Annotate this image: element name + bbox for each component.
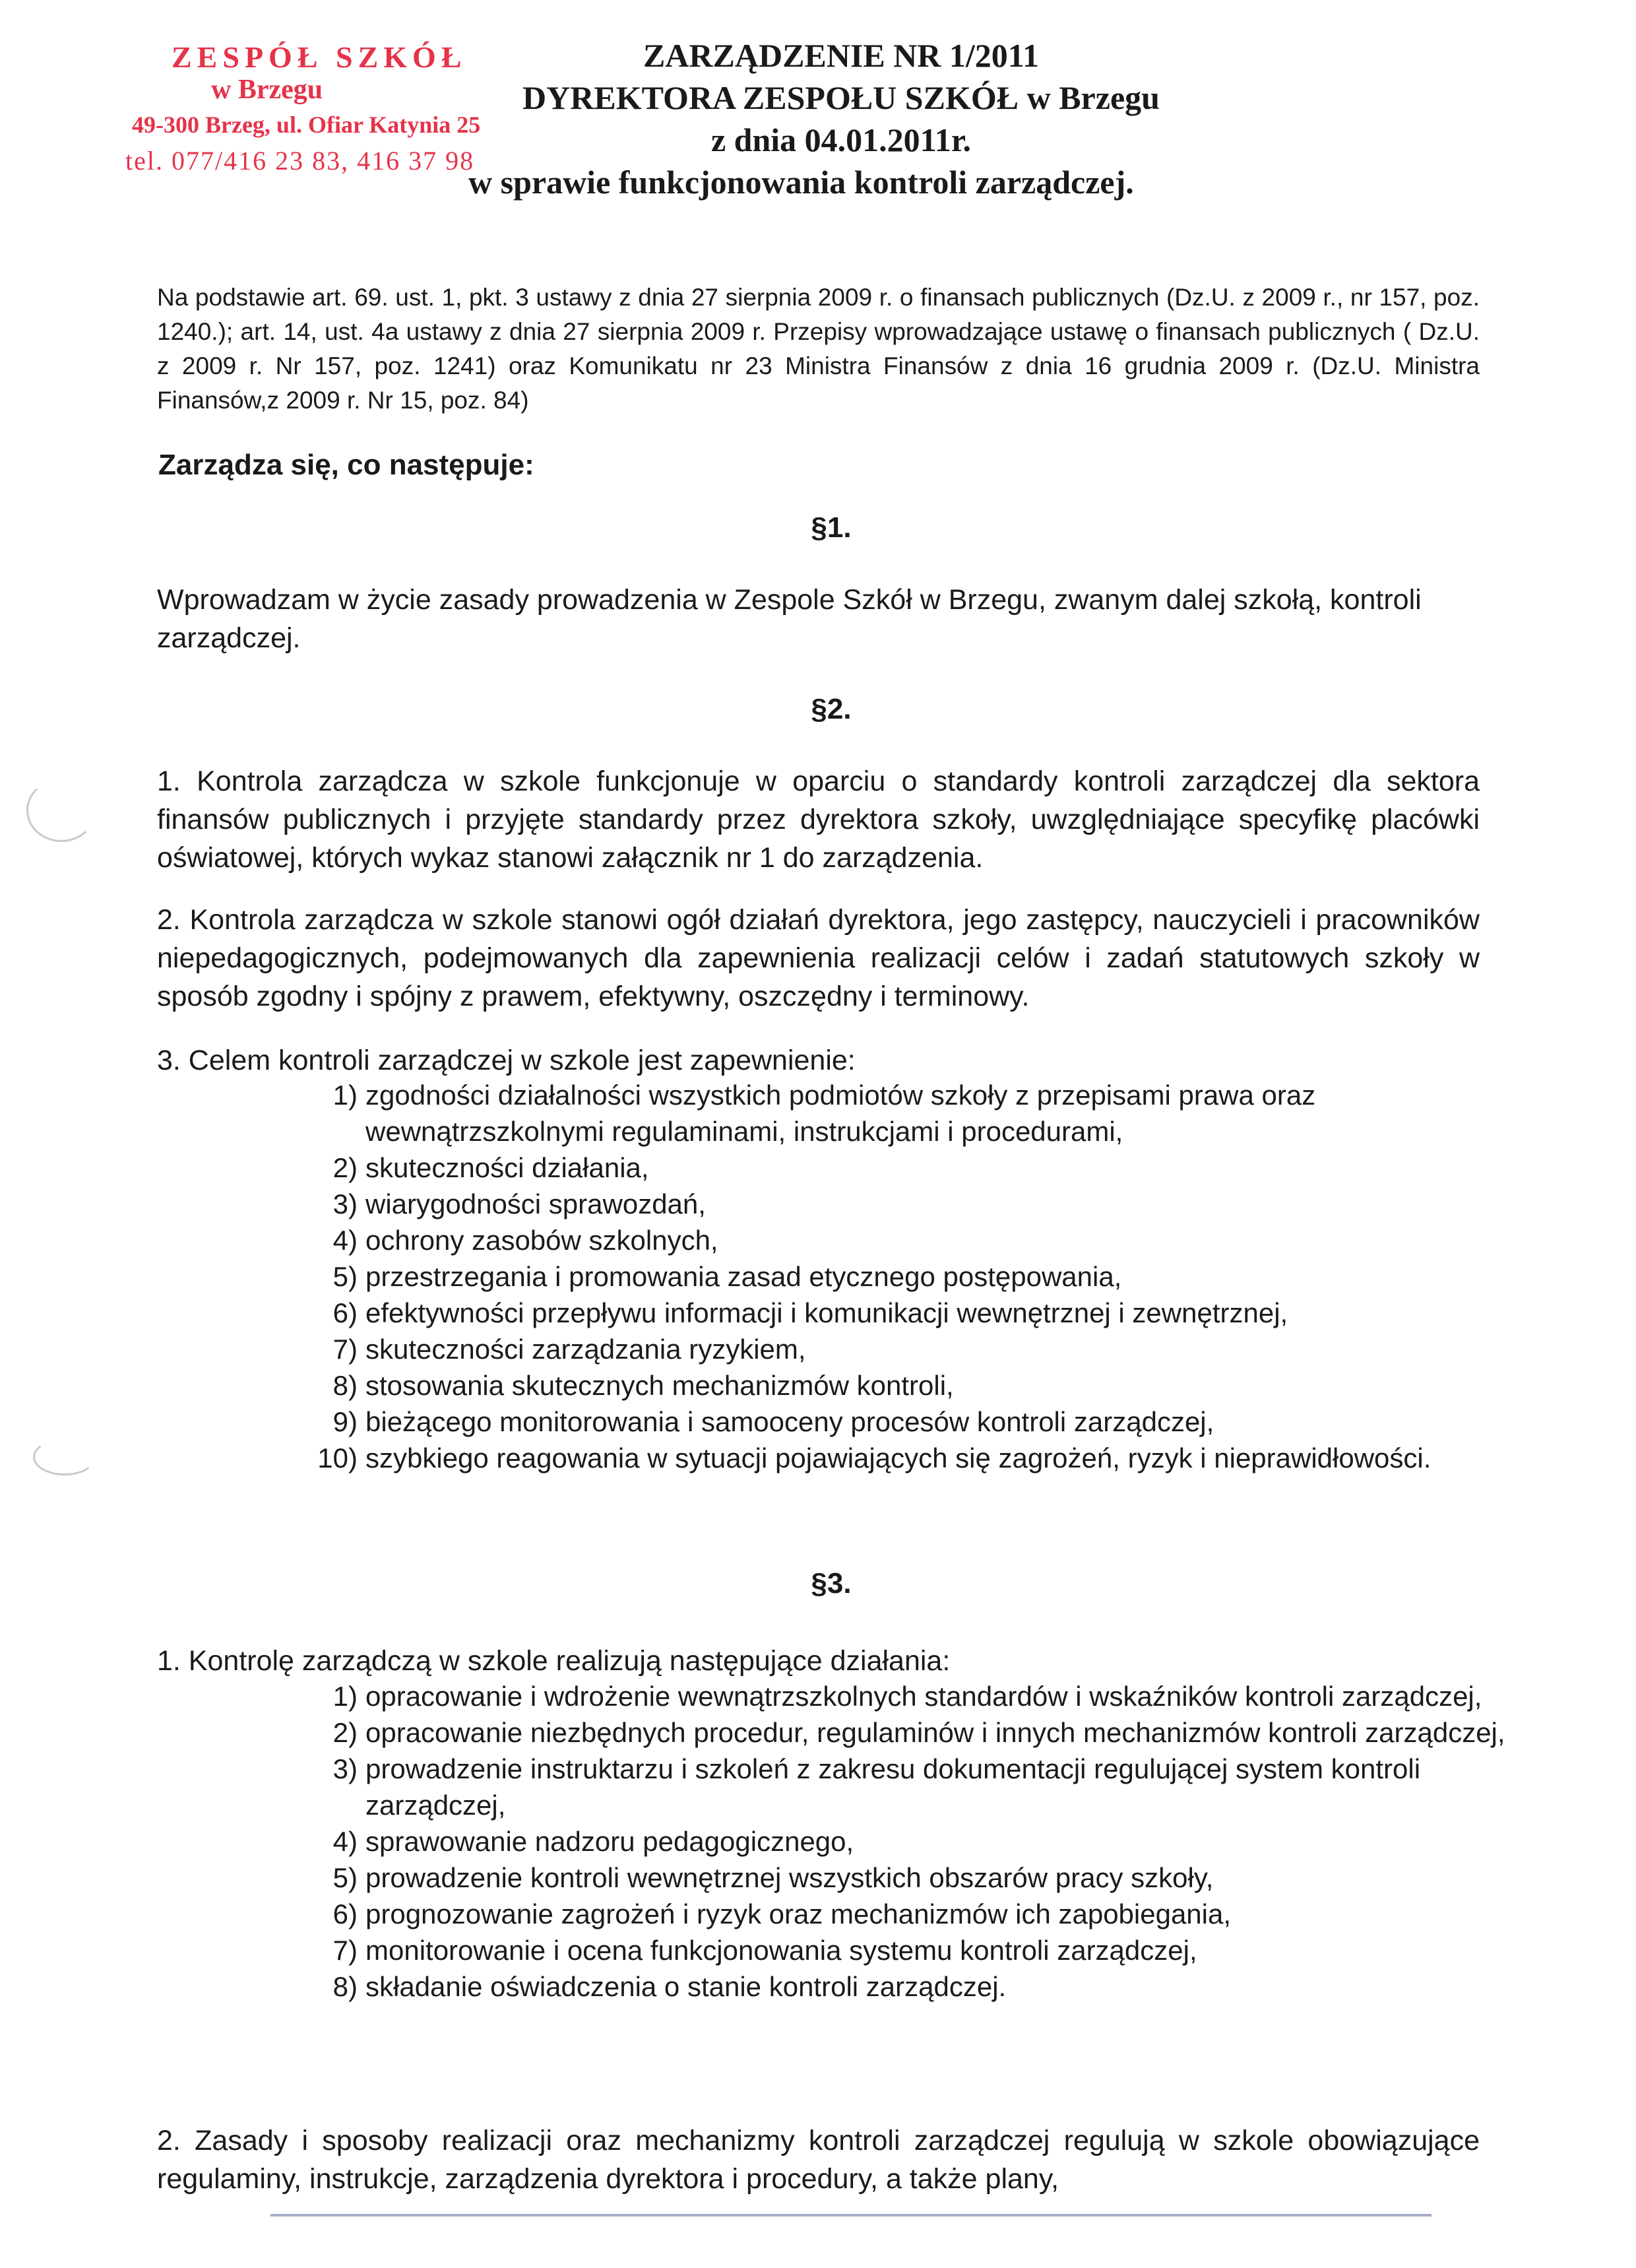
preamble: Na podstawie art. 69. ust. 1, pkt. 3 ustawy z dnia 27 sierpnia 2009 r. o finansach publicznych (Dz.U. z 2009 r., nr 157, poz. 1240.); art. 14, ust. 4a ustawy z dnia 27 sierpnia 2009 r. Przepisy wprowadzające ustawę o finansach publicznych ( Dz.U. z 2009 r. Nr 157, poz. 1241) oraz Komunikatu nr 23 Ministra Finansów z dnia 16 grudnia 2009 r. (Dz.U. Ministra Finansów,z 2009 r. Nr 15, poz. 84): [157, 284, 1480, 414]
list-item: 5) przestrzegania i promowania zasad etycznego postępowania,: [332, 1261, 1122, 1292]
section-3-action-list: [310, 1678, 1511, 2005]
list-item: 2) opracowanie niezbędnych procedur, regulaminów i innych mechanizmów kontroli zarządczej,: [332, 1717, 1505, 1748]
list-item: 6) efektywności przepływu informacji i komunikacji wewnętrznej i zewnętrznej,: [332, 1297, 1288, 1328]
section-2-paragraph-1: 1. Kontrola zarządcza w szkole funkcjonuje w oparciu o standardy kontroli zarządczej dla sektora finansów publicznych i przyjęte standardy przez dyrektora szkoły, uwzględniające specyfikę placówki oświatowej, których wykaz stanowi załącznik nr 1 do zarządzenia.: [157, 765, 1480, 874]
stamp-phone: tel. 077/416 23 83, 416 37 98: [125, 146, 475, 176]
stamp-city: w Brzegu: [211, 75, 323, 105]
section-2-paragraph-3: 3. Celem kontroli zarządczej w szkole jest zapewnienie:: [157, 1045, 856, 1076]
list-item: 3) prowadzenie instruktarzu i szkoleń z zakresu dokumentacji regulującej system kontroli zarządczej,: [332, 1753, 1421, 1821]
decree-date: z dnia 04.01.2011r.: [710, 121, 972, 158]
list-item: 8) składanie oświadczenia o stanie kontroli zarządczej.: [332, 1971, 1007, 2002]
section-2-paragraph-2: 2. Kontrola zarządcza w szkole stanowi ogół działań dyrektora, jego zastępcy, nauczycieli i pracowników niepedagogicznych, podejmowanych dla zapewnienia realizacji celów i zadań statutowych szkoły w sposób zgodny i spójny z prawem, efektywny, oszczędny i terminowy.: [157, 904, 1480, 1012]
decree-issuer: DYREKTORA ZESPOŁU SZKÓŁ w Brzegu: [522, 79, 1160, 116]
list-item: 6) prognozowanie zagrożeń i ryzyk oraz mechanizmów ich zapobiegania,: [332, 1898, 1232, 1929]
decree-subject: w sprawie funkcjonowania kontroli zarządczej.: [468, 164, 1134, 201]
section-3-paragraph-2: 2. Zasady i sposoby realizacji oraz mechanizmy kontroli zarządczej regulują w szkole obowiązujące regulaminy, instrukcje, zarządzenia dyrektora i procedury, a także plany,: [157, 2125, 1480, 2195]
section-3-paragraph-1: 1. Kontrolę zarządczą w szkole realizują następujące działania:: [157, 1645, 951, 1677]
punch-hole-mark: [26, 779, 96, 842]
punch-hole-mark: [33, 1439, 96, 1475]
document-header: [462, 34, 1220, 203]
section-2-heading: §2.: [811, 693, 852, 725]
list-item: 4) ochrony zasobów szkolnych,: [332, 1225, 718, 1256]
list-item: 5) prowadzenie kontroli wewnętrznej wszystkich obszarów pracy szkoły,: [332, 1862, 1214, 1893]
list-item: 9) bieżącego monitorowania i samooceny procesów kontroli zarządczej,: [332, 1406, 1214, 1437]
decree-intro: Zarządza się, co następuje:: [158, 449, 534, 481]
list-item: 4) sprawowanie nadzoru pedagogicznego,: [332, 1826, 854, 1857]
stamp-address: 49-300 Brzeg, ul. Ofiar Katynia 25: [132, 112, 481, 138]
list-item: 1) zgodności działalności wszystkich podmiotów szkoły z przepisami prawa oraz wewnątrzszkolnymi regulaminami, instrukcjami i procedurami,: [332, 1080, 1316, 1147]
section-1-heading: §1.: [811, 511, 852, 544]
list-item: 10) szybkiego reagowania w sytuacji pojawiających się zagrożeń, ryzyk i nieprawidłowości.: [317, 1442, 1432, 1474]
stamp-school-name: ZESPÓŁ SZKÓŁ: [172, 40, 467, 74]
list-item: 8) stosowania skutecznych mechanizmów kontroli,: [332, 1370, 954, 1401]
list-item: 1) opracowanie i wdrożenie wewnątrzszkolnych standardów i wskaźników kontroli zarządczej,: [332, 1681, 1482, 1712]
decree-title: ZARZĄDZENIE NR 1/2011: [643, 37, 1040, 74]
section-2-goal-list: [310, 1077, 1511, 1476]
section-3-heading: §3.: [811, 1567, 852, 1600]
list-item: 3) wiarygodności sprawozdań,: [332, 1188, 706, 1219]
section-1-text: Wprowadzam w życie zasady prowadzenia w Zespole Szkół w Brzegu, zwanym dalej szkołą, kontroli zarządczej.: [157, 584, 1422, 654]
list-item: 2) skuteczności działania,: [332, 1152, 649, 1183]
list-item: 7) monitorowanie i ocena funkcjonowania systemu kontroli zarządczej,: [332, 1935, 1197, 1966]
list-item: 7) skuteczności zarządzania ryzykiem,: [332, 1334, 806, 1365]
scan-artifact-line: [270, 2214, 1432, 2217]
